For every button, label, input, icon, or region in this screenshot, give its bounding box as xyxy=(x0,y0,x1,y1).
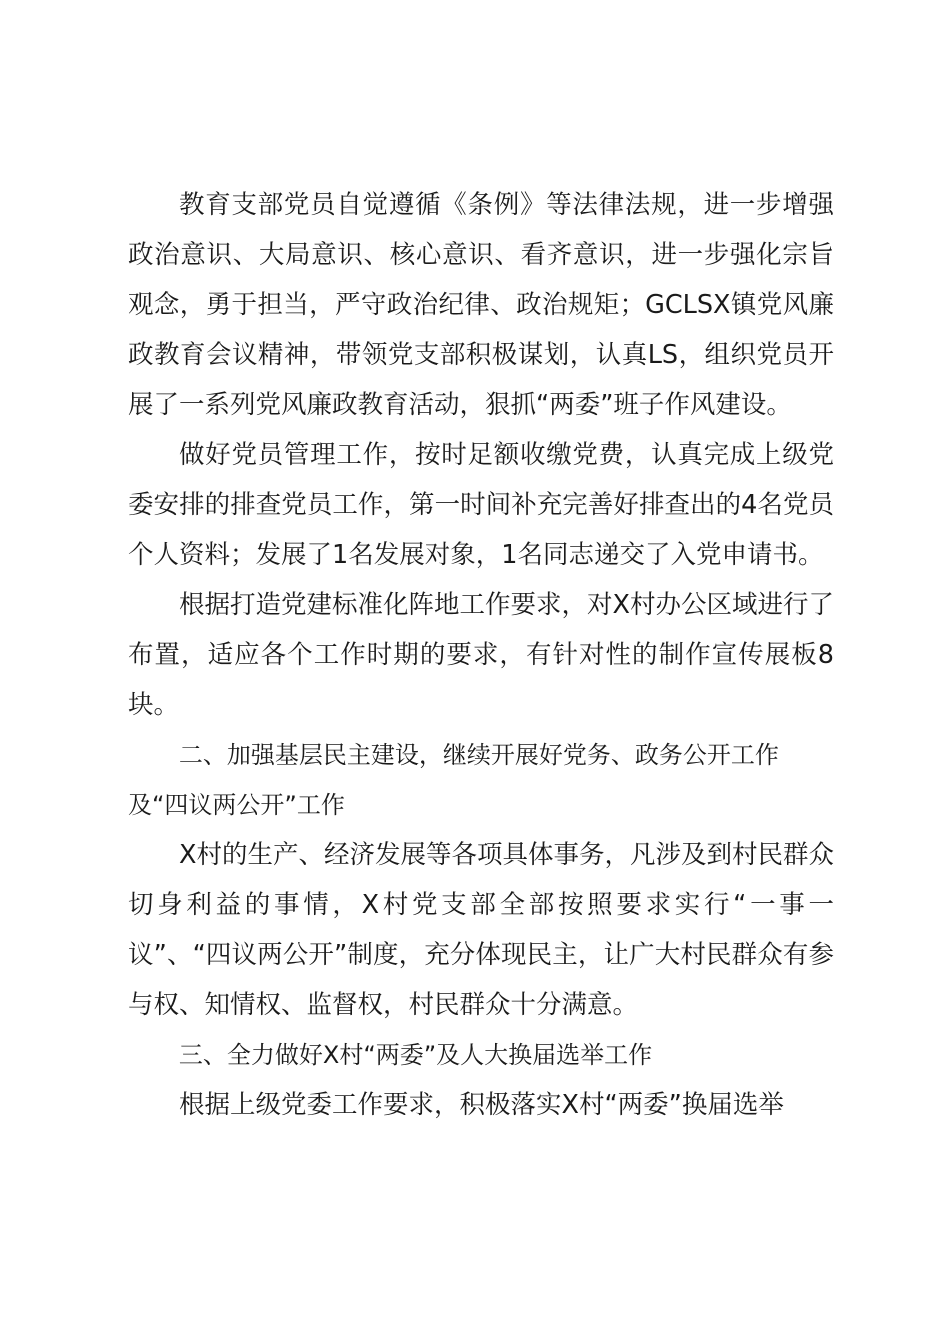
paragraph-village-affairs: X村的生产、经济发展等各项具体事务，凡涉及到村民群众切身利益的事情，X村党支部全部按照要求实行“一事一议”、“四议两公开”制度，充分体现民主，让广大村民群众有参与权、知情权、监督权，村民群众十分满意。 xyxy=(128,840,834,1020)
paragraph-member-management: 做好党员管理工作，按时足额收缴党费，认真完成上级党委安排的排查党员工作，第一时间补充完善好排查出的4名党员个人资料；发展了1名发展对象，1名同志递交了入党申请书。 xyxy=(128,440,834,570)
section-heading-election: 三、全力做好X村“两委”及人大换届选举工作 xyxy=(178,1041,653,1069)
paragraph-standardization: 根据打造党建标准化阵地工作要求，对X村办公区域进行了布置，适应各个工作时期的要求，有针对性的制作宣传展板8块。 xyxy=(128,590,834,720)
paragraph-election-work: 根据上级党委工作要求，积极落实X村“两委”换届选举 xyxy=(179,1090,784,1120)
document-page xyxy=(128,180,834,1130)
paragraph-party-discipline: 教育支部党员自觉遵循《条例》等法律法规，进一步增强政治意识、大局意识、核心意识、看齐意识，进一步强化宗旨观念，勇于担当，严守政治纪律、政治规矩；GCLSX镇党风廉政教育会议精神，带领党支部积极谋划，认真LS，组织党员开展了一系列党风廉政教育活动，狠抓“两委”班子作风建设。 xyxy=(128,190,834,420)
section-heading-democracy: 二、加强基层民主建设，继续开展好党务、政务公开工作及“四议两公开”工作 xyxy=(128,741,779,819)
